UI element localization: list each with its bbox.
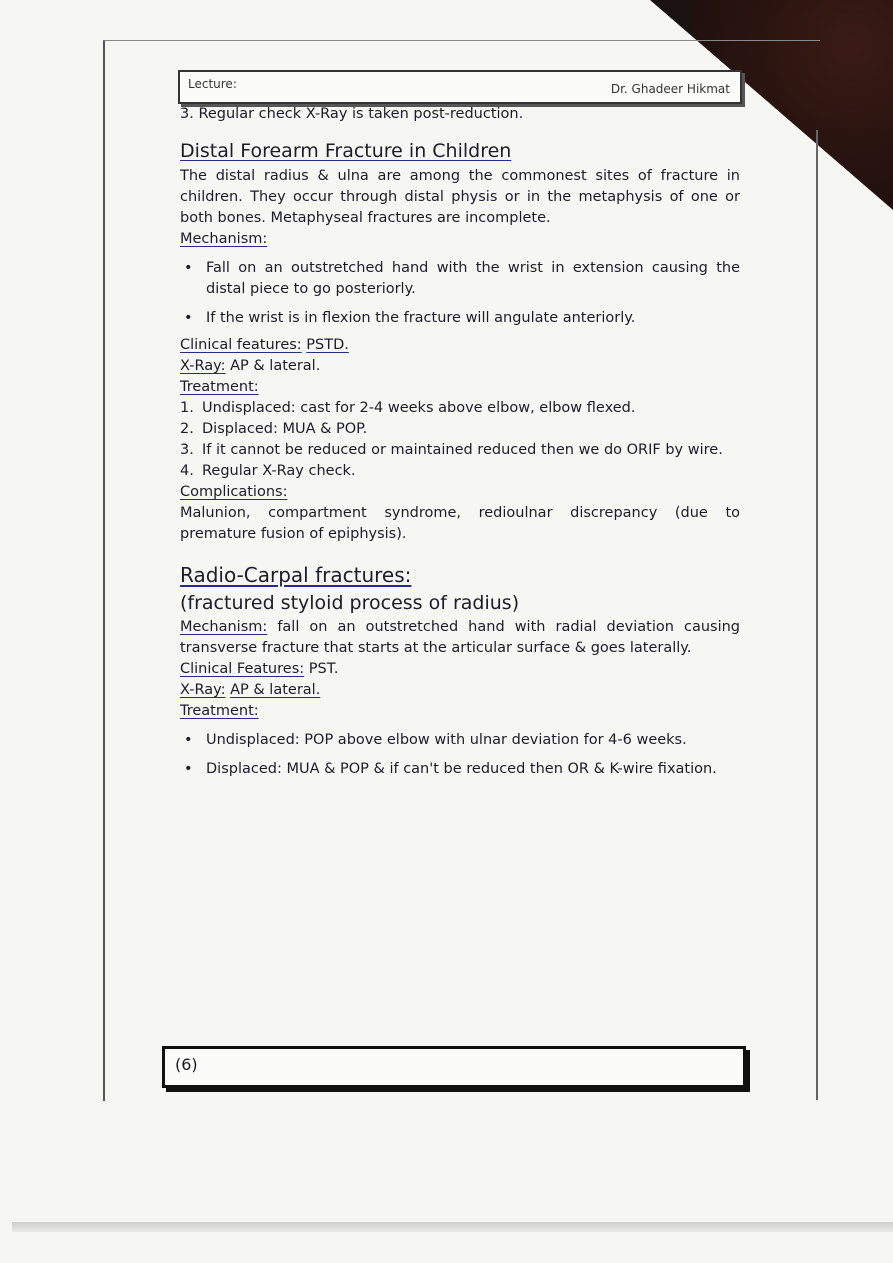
clinical-label: Clinical Features:	[180, 661, 305, 677]
bullet-text: Displaced: MUA & POP & if can't be reduced then OR & K-wire fixation.	[206, 761, 717, 777]
item-number: 4.	[180, 463, 194, 479]
distal-mechanism-label: Mechanism:	[180, 231, 268, 247]
bullet-dot-icon: •	[184, 761, 193, 777]
item-text: Regular X-Ray check.	[202, 463, 356, 479]
mechanism-text: fall on an outstretched hand with radial deviation causing transverse fracture that starts at the articular surface & goes laterally.	[180, 619, 740, 656]
distal-title: Distal Forearm Fracture in Children	[180, 140, 512, 162]
xray-value: AP & lateral.	[230, 682, 321, 698]
list-item	[180, 461, 740, 482]
radio-treatment-label: Treatment:	[180, 703, 259, 719]
header-box	[178, 70, 742, 104]
distal-treatment-label: Treatment:	[180, 379, 259, 395]
item-text: Undisplaced: cast for 2-4 weeks above elbow, elbow flexed.	[202, 400, 636, 416]
bullet-dot-icon: •	[184, 310, 193, 326]
distal-intro: The distal radius & ulna are among the commonest sites of fracture in children. They occur through distal physis or in the metaphysis of one or both bones. Metaphyseal fractures are incomplete.	[180, 168, 740, 226]
item-number: 3.	[180, 442, 194, 458]
clinical-value: PST.	[308, 661, 339, 677]
radio-xray	[180, 680, 740, 701]
bullet-text: Fall on an outstretched hand with the wrist in extension causing the distal piece to go posteriorly.	[206, 260, 740, 297]
page-content	[180, 104, 740, 786]
footer-box	[162, 1046, 746, 1088]
clinical-value: PSTD.	[306, 337, 349, 353]
radio-subtitle: (fractured styloid process of radius)	[180, 592, 520, 614]
list-item	[180, 730, 740, 751]
radio-title: Radio-Carpal fractures:	[180, 563, 412, 587]
item-number: 1.	[180, 400, 194, 416]
mechanism-label: Mechanism:	[180, 619, 268, 635]
bullet-text: If the wrist is in flexion the fracture will angulate anteriorly.	[206, 310, 636, 326]
bullet-dot-icon: •	[184, 260, 193, 276]
list-item	[180, 398, 740, 419]
bullet-text: Undisplaced: POP above elbow with ulnar deviation for 4-6 weeks.	[206, 732, 687, 748]
lecture-label: Lecture:	[188, 77, 237, 91]
page-number: (6)	[175, 1055, 198, 1074]
list-item	[180, 308, 740, 329]
scan-edge	[12, 1222, 893, 1232]
distal-clinical	[180, 335, 740, 356]
bullet-dot-icon: •	[184, 732, 193, 748]
item-text: If it cannot be reduced or maintained reduced then we do ORIF by wire.	[202, 442, 723, 458]
radio-mechanism	[180, 617, 740, 659]
item-number: 2.	[180, 421, 194, 437]
list-item	[180, 258, 740, 300]
xray-label: X-Ray:	[180, 358, 226, 374]
distal-xray	[180, 356, 740, 377]
author-name: Dr. Ghadeer Hikmat	[610, 82, 730, 96]
xray-value: AP & lateral.	[230, 358, 321, 374]
item-text: Displaced: MUA & POP.	[202, 421, 368, 437]
intro-item: 3. Regular check X-Ray is taken post-reduction.	[180, 106, 524, 122]
clinical-label: Clinical features:	[180, 337, 302, 353]
list-item	[180, 759, 740, 780]
distal-complications-label: Complications:	[180, 484, 288, 500]
xray-label: X-Ray:	[180, 682, 226, 698]
page-frame-right	[816, 130, 818, 1100]
list-item	[180, 419, 740, 440]
distal-complications-text: Malunion, compartment syndrome, redioulnar discrepancy (due to premature fusion of epiphysis).	[180, 505, 740, 542]
list-item	[180, 440, 740, 461]
radio-clinical	[180, 659, 740, 680]
